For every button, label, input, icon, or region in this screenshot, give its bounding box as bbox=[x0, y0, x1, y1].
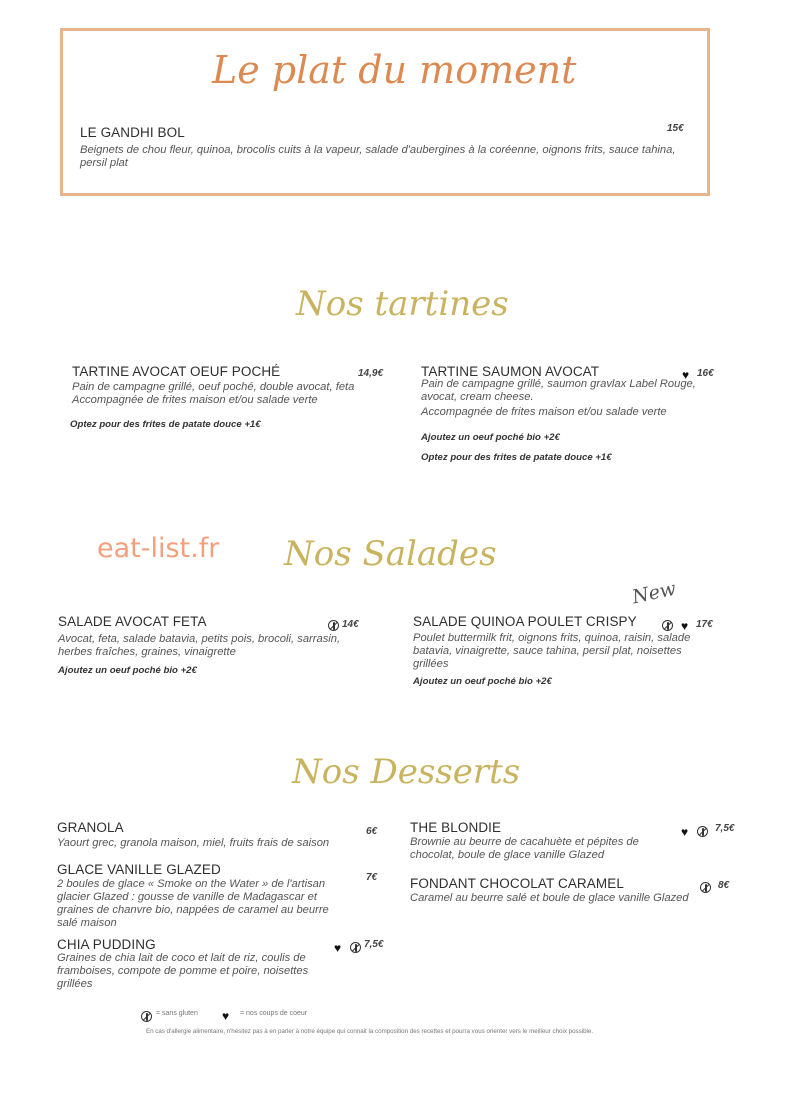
highlight-title: Le plat du moment bbox=[212, 48, 577, 92]
highlight-dish-name: LE GANDHI BOL bbox=[80, 125, 185, 140]
tartine-avocat-desc-2: Accompagnée de frites maison et/ou salade verte bbox=[72, 394, 318, 406]
tartine-saumon-option-1: Ajoutez un oeuf poché bio +2€ bbox=[421, 432, 560, 443]
blondie-fav bbox=[681, 823, 688, 841]
desserts-title: Nos Desserts bbox=[292, 752, 521, 792]
tartine-saumon-name: TARTINE SAUMON AVOCAT bbox=[421, 364, 600, 379]
salade-avocat-price: 14€ bbox=[342, 619, 359, 630]
salade-avocat-name: SALADE AVOCAT FETA bbox=[58, 614, 207, 629]
gluten-free-icon bbox=[141, 1011, 152, 1022]
chia-desc: Graines de chia lait de coco et lait de riz, coulis de framboises, compote de pomme et poire, noisettes grillées bbox=[57, 952, 309, 990]
salade-avocat-desc: Avocat, feta, salade batavia, petits pois, brocoli, sarrasin, herbes fraîches, graines, vinaigrette bbox=[58, 633, 341, 658]
salade-quinoa-desc: Poulet buttermilk frit, oignons frits, quinoa, raisin, salade batavia, vinaigrette, sauce tahina, persil plat, noisettes grillées bbox=[413, 632, 691, 670]
blondie-price: 7,5€ bbox=[715, 823, 735, 834]
tartine-avocat-price: 14,9€ bbox=[358, 368, 384, 379]
chia-badges bbox=[350, 939, 361, 957]
heart-icon: ♥ bbox=[681, 619, 689, 633]
legend-gluten-free: = sans gluten bbox=[156, 1010, 198, 1017]
tartine-saumon-option-2: Optez pour des frites de patate douce +1€ bbox=[421, 452, 612, 463]
heart-icon: ♥ bbox=[222, 1009, 230, 1023]
salade-quinoa-price: 17€ bbox=[696, 619, 713, 630]
legend-favorites: = nos coups de coeur bbox=[240, 1010, 308, 1017]
tartine-avocat-desc-1: Pain de campagne grillé, oeuf poché, double avocat, feta bbox=[72, 381, 355, 393]
legend-gluten-free-icon bbox=[141, 1008, 152, 1026]
gluten-free-icon bbox=[662, 620, 673, 631]
heart-icon: ♥ bbox=[681, 825, 689, 839]
tartine-avocat-option: Optez pour des frites de patate douce +1€ bbox=[70, 419, 261, 430]
gluten-free-icon bbox=[697, 826, 708, 837]
highlight-dish-desc: Beignets de chou fleur, quinoa, brocolis cuits à la vapeur, salade d'aubergines à la coréenne, oignons frits, sauce tahina, persil plat bbox=[80, 144, 676, 169]
salade-quinoa-option: Ajoutez un oeuf poché bio +2€ bbox=[413, 676, 552, 687]
fondant-desc: Caramel au beurre salé et boule de glace vanille Glazed bbox=[410, 892, 689, 904]
salade-avocat-option: Ajoutez un oeuf poché bio +2€ bbox=[58, 665, 197, 676]
glace-name: GLACE VANILLE GLAZED bbox=[57, 862, 221, 877]
granola-name: GRANOLA bbox=[57, 820, 124, 835]
salade-quinoa-name: SALADE QUINOA POULET CRISPY bbox=[413, 614, 637, 629]
blondie-badges bbox=[697, 823, 708, 841]
watermark: eat-list.fr bbox=[97, 533, 220, 564]
salades-title: Nos Salades bbox=[284, 534, 497, 574]
new-label: New bbox=[630, 577, 678, 609]
blondie-desc: Brownie au beurre de cacahuète et pépites de chocolat, boule de glace vanille Glazed bbox=[410, 836, 639, 861]
tartine-saumon-price: 16€ bbox=[697, 368, 714, 379]
chia-price: 7,5€ bbox=[364, 939, 384, 950]
glace-desc: 2 boules de glace « Smoke on the Water » de l'artisan glacier Glazed : gousse de vanille de Madagascar et graines de chanvre bio, nappées de caramel au beurre salé maison bbox=[57, 878, 329, 929]
chia-name: CHIA PUDDING bbox=[57, 937, 156, 952]
glace-price: 7€ bbox=[366, 872, 378, 883]
gluten-free-icon bbox=[350, 942, 361, 953]
granola-desc: Yaourt grec, granola maison, miel, fruits frais de saison bbox=[57, 837, 330, 849]
granola-price: 6€ bbox=[366, 826, 378, 837]
blondie-name: THE BLONDIE bbox=[410, 820, 502, 835]
tartine-saumon-desc-2: Accompagnée de frites maison et/ou salade verte bbox=[421, 406, 667, 418]
fondant-name: FONDANT CHOCOLAT CARAMEL bbox=[410, 876, 624, 891]
legend-heart bbox=[222, 1007, 229, 1025]
heart-icon: ♥ bbox=[682, 368, 690, 382]
tartines-title: Nos tartines bbox=[296, 284, 509, 324]
tartine-saumon-desc-1: Pain de campagne grillé, saumon gravlax Label Rouge, avocat, cream cheese. bbox=[421, 378, 696, 403]
fondant-price: 8€ bbox=[718, 880, 730, 891]
highlight-dish-price: 15€ bbox=[667, 123, 684, 134]
allergy-note: En cas d'allergie alimentaire, n'hésitez pas à en parler à notre équipe qui connait la composition des recettes et pourra vous orienter vers le meilleur choix possible. bbox=[146, 1028, 594, 1035]
heart-icon: ♥ bbox=[334, 941, 342, 955]
tartine-avocat-name: TARTINE AVOCAT OEUF POCHÉ bbox=[72, 364, 281, 379]
gluten-free-icon bbox=[328, 620, 339, 631]
